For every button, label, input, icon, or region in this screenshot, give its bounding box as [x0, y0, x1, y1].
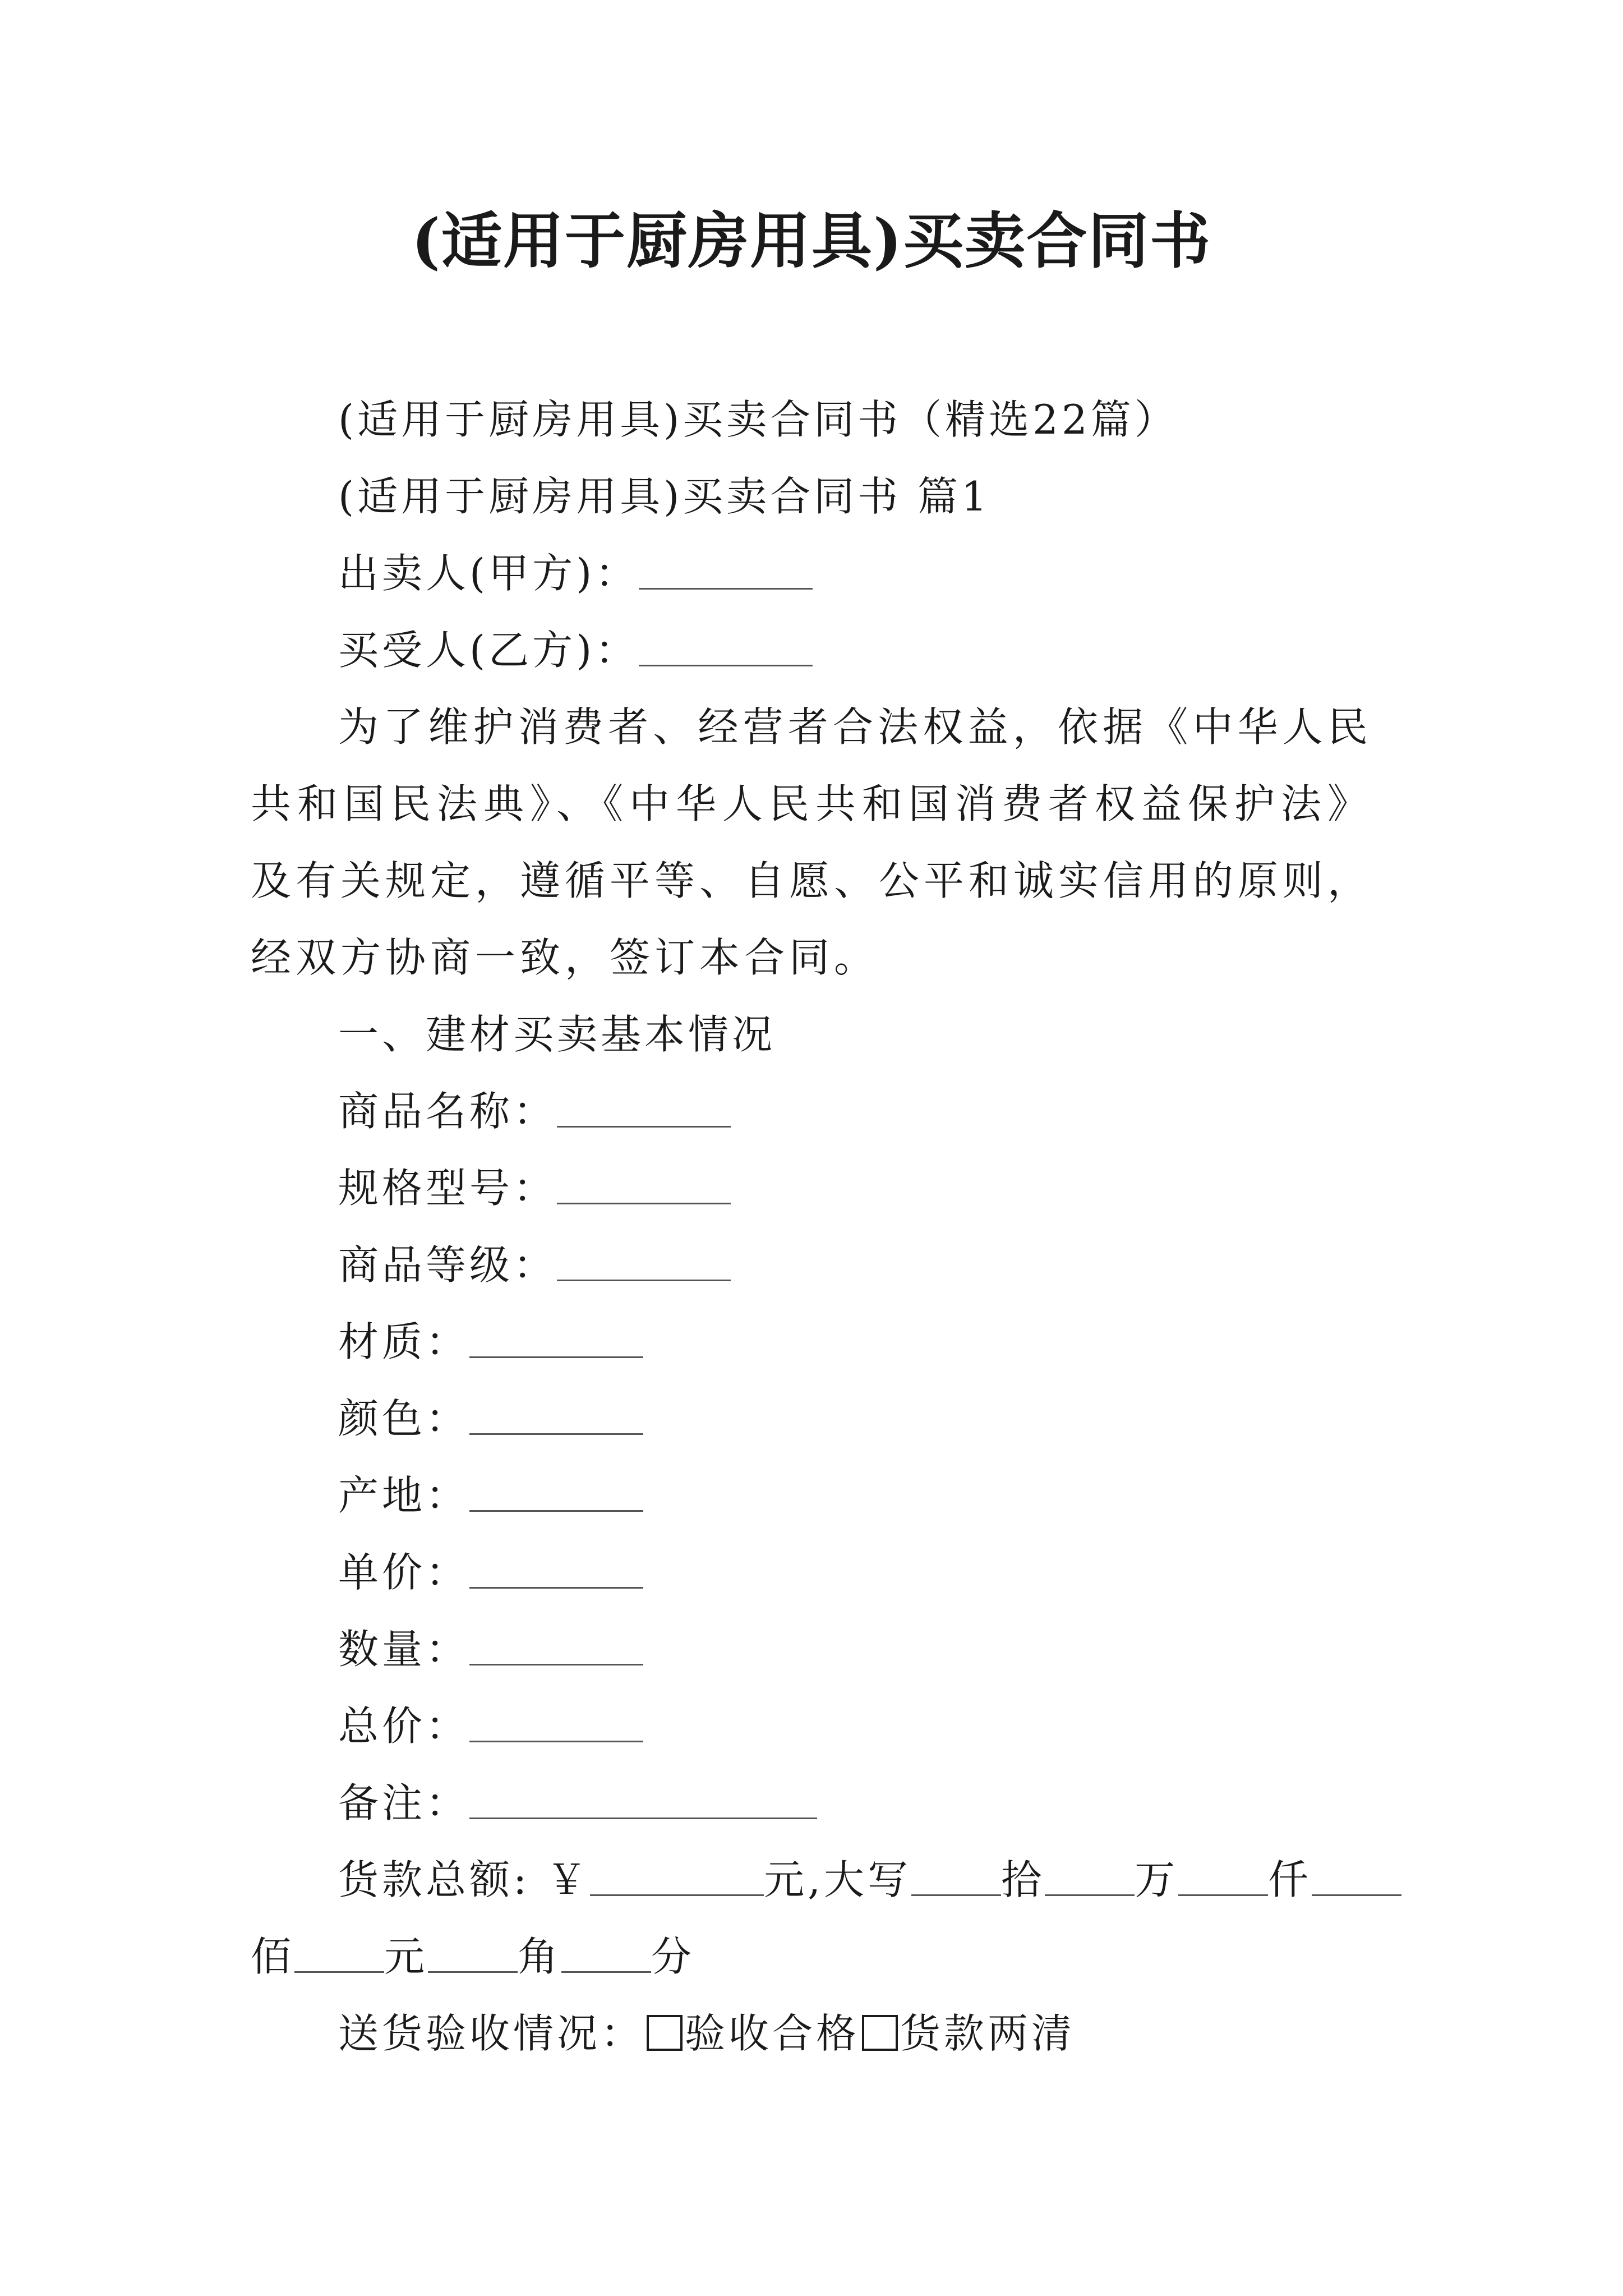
field-row — [251, 1457, 1372, 1534]
field-row — [251, 1304, 1372, 1381]
field-label: 单价： — [338, 1549, 470, 1596]
shi-label: 拾 — [1001, 1856, 1045, 1903]
field-blank[interactable] — [469, 1470, 643, 1512]
buyer-blank[interactable] — [639, 624, 813, 666]
field-label: 总价： — [338, 1703, 470, 1750]
yuan-blank[interactable] — [294, 1931, 384, 1973]
delivery-label: 送货验收情况： — [338, 2010, 645, 2057]
heading-basic-info: 一、建材买卖基本情况 — [338, 1011, 776, 1058]
delivery-option-accepted: 验收合格 — [685, 2010, 860, 2057]
seller-blank[interactable] — [639, 547, 813, 590]
currency-symbol: ￥ — [546, 1856, 591, 1903]
wan-blank[interactable] — [1045, 1854, 1135, 1896]
field-label: 数量： — [338, 1626, 470, 1673]
delivery-option-paid: 货款两清 — [900, 2010, 1076, 2057]
field-label: 规格型号： — [338, 1165, 557, 1212]
checkbox-icon[interactable] — [862, 2015, 898, 2051]
field-blank[interactable] — [469, 1700, 643, 1742]
field-blank[interactable] — [469, 1393, 643, 1435]
field-label: 商品名称： — [338, 1088, 557, 1135]
field-label: 产地： — [338, 1472, 470, 1519]
jiao-label: 角 — [518, 1933, 562, 1980]
jiao-blank[interactable] — [428, 1931, 518, 1973]
document-title: (适用于厨房用具)买卖合同书 — [411, 206, 1212, 277]
intro-paragraph: 为了维护消费者、经营者合法权益，依据《中华人民共和国民法典》、《中华人民共和国消费者权益保护法》及有关规定，遵循平等、自愿、公平和诚实信用的原则，经双方协商一致，签订本合同。 — [251, 703, 1373, 981]
field-row — [251, 1381, 1372, 1457]
section-heading: (适用于厨房用具)买卖合同书 篇1 — [338, 473, 990, 520]
field-row — [251, 1227, 1372, 1304]
fen-label: 分 — [651, 1933, 695, 1980]
shi-wan-blank[interactable] — [911, 1854, 1001, 1896]
payment-label: 货款总额: — [338, 1856, 531, 1903]
delivery-line — [251, 1995, 1372, 2072]
amount-blank[interactable] — [590, 1854, 764, 1896]
document-body — [251, 381, 1372, 2072]
field-label: 材质： — [338, 1318, 470, 1365]
buyer-label: 买受人(乙方)： — [338, 627, 639, 674]
qian-blank[interactable] — [1178, 1854, 1268, 1896]
field-blank[interactable] — [469, 1623, 643, 1665]
payment-line-2 — [251, 1918, 1372, 1995]
wan-label: 万 — [1135, 1856, 1179, 1903]
field-blank[interactable] — [557, 1162, 731, 1204]
remark-row — [251, 1765, 1372, 1842]
field-row — [251, 1150, 1372, 1227]
document-subtitle: (适用于厨房用具)买卖合同书（精选22篇） — [338, 396, 1178, 443]
field-row — [251, 1534, 1372, 1611]
field-row — [251, 1688, 1372, 1765]
field-blank[interactable] — [557, 1085, 731, 1128]
field-blank[interactable] — [557, 1239, 731, 1281]
bai-label: 佰 — [251, 1933, 295, 1980]
remark-blank[interactable] — [469, 1777, 817, 1819]
seller-label: 出卖人(甲方)： — [338, 550, 639, 597]
remark-label: 备注： — [338, 1779, 470, 1826]
seller-line — [251, 535, 1372, 612]
fen-blank[interactable] — [561, 1931, 651, 1973]
yuan-uppercase-label: 元,大写 — [764, 1856, 912, 1903]
field-row — [251, 1611, 1372, 1688]
field-label: 商品等级： — [338, 1241, 557, 1289]
payment-line-1 — [251, 1842, 1372, 1918]
field-row — [251, 1073, 1372, 1150]
field-label: 颜色： — [338, 1395, 470, 1442]
buyer-line — [251, 612, 1372, 689]
field-blank[interactable] — [469, 1316, 643, 1358]
field-blank[interactable] — [469, 1547, 643, 1589]
qian-label: 仟 — [1268, 1856, 1312, 1903]
checkbox-icon[interactable] — [647, 2015, 683, 2051]
yuan-label: 元 — [384, 1933, 428, 1980]
bai-blank[interactable] — [1312, 1854, 1401, 1896]
